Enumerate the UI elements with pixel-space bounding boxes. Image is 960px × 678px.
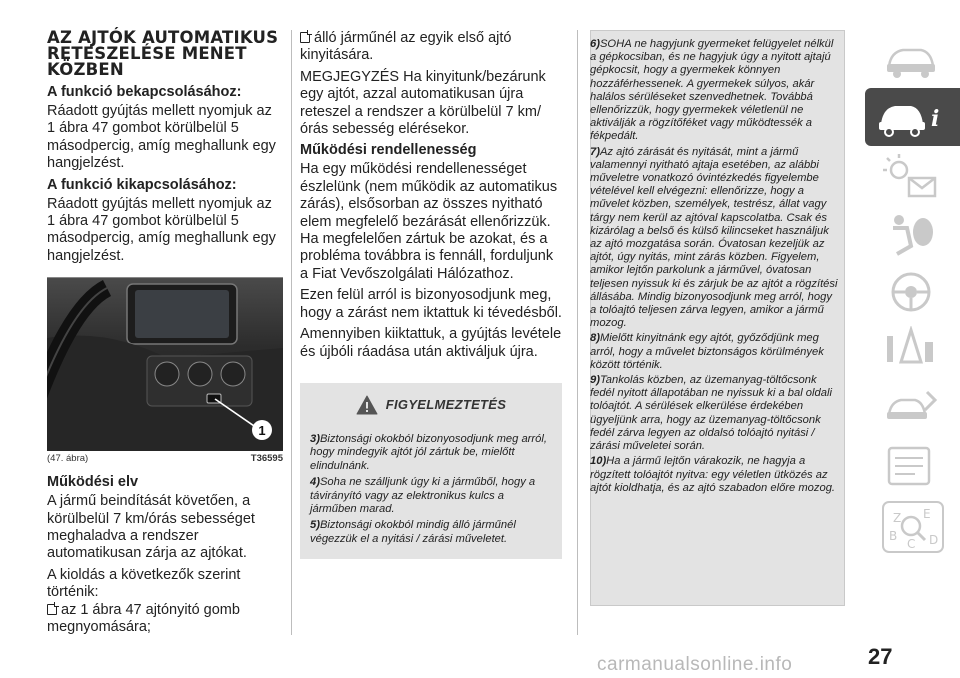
- principle-text: A jármű beindítását követően, a körülbelül 7 km/órás sebességet meghaladva a rendszer automatikusan zárja az ajtókat.: [47, 493, 255, 562]
- warning-lights-icon: [881, 152, 941, 202]
- figure-caption: [47, 453, 283, 464]
- figure-caption-left: (47. ábra): [47, 453, 89, 465]
- chapter-sidebar: [855, 30, 960, 552]
- warning-item: 6)SOHA ne hagyjunk gyermeket felügyelet nélkül a gépkocsiban, és ne hagyjuk úgy a nyitott ajtajú gépkocsit, hogy a gyermekek könnyen hozzáférhessenek. A gyermekek súlyos, akár halálos sérüléseket szenvedhetnek. Továbbá ellenőrizzük, hogy gyermekek véletlenül ne aktiválják a rögzítőféket vagy működtessék a fékpedált.: [590, 38, 834, 143]
- note-text: MEGJEGYZÉS Ha kinyitunk/bezárunk egy ajtót, azzal automatikusan újra reteszel a rendszer a körülbelül 7 km/órás sebesség elérésekor.: [300, 68, 546, 138]
- unlock-item: az 1 ábra 47 ajtónyitó gomb megnyomására;: [47, 601, 240, 636]
- unlock-intro: A kioldás a következők szerint történik:: [47, 566, 241, 601]
- section-title: AZ AJTÓK AUTOMATIKUS RETESZELÉSE MENET KÖZBEN: [47, 28, 279, 79]
- figure-callout-label: 1: [252, 420, 272, 440]
- column-1: [47, 30, 283, 641]
- steering-wheel-icon: [881, 268, 941, 318]
- column-2: [300, 30, 562, 559]
- dashboard-illustration: [47, 278, 283, 451]
- chapter-tab-starting-driving[interactable]: [871, 262, 951, 320]
- warning-item: 10)Ha a jármű lejtőn várakozik, ne hagyja a rögzített tolóajtót nyitva: egy véletlen ütközés az ajtót kioldhatja, és az ajtó szabadon előre mozog.: [590, 455, 836, 494]
- column-divider: [577, 30, 578, 635]
- warning-item: 7)Az ajtó zárását és nyitását, mint a jármű valamennyi nyitható ajtaja esetében, az alábbi műveletre vonatkozó óvintézkedés figyelembe vételével kell elvégezni: ellenőrizze, hogy a művelet közben, személyek, testrész, állat vagy tárgy nem kerül az ajtóval kapscolatba. Csak és kizárólag a belső és külső kilincseket használjuk az ajtó mozgatása során. Óvatosan kezeljük az ajtót, úgy nyitás, mint zárás közben. Figyelem, amikor lejtőn parkolunk a járművel, óvatosan teljesen nyissuk ki és zárjuk be az ajtót a rögzítési állásába. Mindig bizonyosodjunk meg arról, hogy a tolóajtó teljesen zárva legyen, amikor a jármű mozog.: [590, 145, 838, 330]
- column-3: [590, 38, 840, 497]
- enable-text: Ráadott gyújtás mellett nyomjuk az 1 ábra 47 gombot körülbelül 5 másodpercig, amíg meghallunk egy hangjelzést.: [47, 103, 276, 172]
- emergency-tools-icon: [881, 326, 941, 376]
- technical-data-icon: [881, 442, 941, 492]
- enable-heading: A funkció bekapcsolásához:: [47, 84, 242, 100]
- chapter-tab-index[interactable]: [871, 494, 951, 552]
- svg-text:i: i: [931, 106, 940, 132]
- list-bullet-icon: [47, 604, 57, 615]
- warning-box: [300, 383, 562, 559]
- disable-text: Ráadott gyújtás mellett nyomjuk az 1 ábra 47 gombot körülbelül 5 másodpercig, amíg meghallunk egy hangjelzést.: [47, 195, 276, 264]
- car-overview-icon: [881, 36, 941, 82]
- fault-heading: Működési rendellenesség: [300, 142, 477, 159]
- chapter-tab-technical-data[interactable]: [871, 436, 951, 494]
- airbag-safety-icon: [881, 210, 941, 260]
- car-info-icon: [875, 94, 945, 140]
- chapter-tab-safety[interactable]: [871, 204, 951, 262]
- chapter-tab-knowing-vehicle[interactable]: [865, 88, 960, 146]
- chapter-tab-maintenance[interactable]: [871, 378, 951, 436]
- warning-item: 9)Tankolás közben, az üzemanyag-töltőcsonk fedél nyitott állapotában ne nyissuk ki a bal oldali tolóajtót. A sérülések elkerülése érdekében ügyeljünk arra, hogy az üzemanyag-töltőcsonk fedél zárva legyen az oldalsó tolóajtó nyitási / zárási műveletei során.: [590, 374, 832, 453]
- unlock-item: álló járműnél az egyik első ajtó kinyitására.: [300, 30, 512, 64]
- page-number: 27: [868, 644, 893, 669]
- chapter-tab-vehicle-overview[interactable]: [871, 30, 951, 88]
- dashboard-figure: [47, 277, 283, 451]
- chapter-tab-emergency[interactable]: [871, 320, 951, 378]
- column-divider: [291, 30, 292, 635]
- release-text: Ezen felül arról is bizonyosodjunk meg, hogy a zárást nem iktattuk ki tévedésből.: [300, 287, 562, 321]
- warning-item: 5)Biztonsági okokból mindig álló járműnél végezzük el a nyitási / zárási műveletet.: [310, 519, 516, 545]
- svg-text:C: C: [907, 537, 916, 551]
- warning-item: 4)Soha ne szálljunk úgy ki a járműből, hogy a távirányító vagy az elektronikus kulcs a járműben marad.: [310, 476, 536, 515]
- warning-title: FIGYELMEZTETÉS: [385, 397, 507, 413]
- warning-triangle-icon: [356, 395, 378, 415]
- principle-heading: Működési elv: [47, 474, 139, 491]
- watermark-text: carmanualsonline.info: [597, 654, 793, 675]
- warning-item: 3)Biztonsági okokból bizonyosodjunk meg arról, hogy mindegyik ajtót jól zártuk be, mielőtt elindulnánk.: [310, 432, 547, 472]
- svg-text:Z: Z: [893, 511, 902, 525]
- disable-heading: A funkció kikapcsolásához:: [47, 176, 237, 193]
- reactivate-text: Amennyiben kiiktattuk, a gyújtás levétele és újbóli ráadása után aktiváljuk újra.: [300, 326, 562, 360]
- warning-header: [310, 395, 552, 415]
- fault-text: Ha egy működési rendellenességet észlelünk (nem működik az automatikus zárás), elsősorban az összes nyitható elem megfelelő bezárását ellenőrizzük. Ha megfelelően zártuk be azokat, és a probléma továbbra is fennáll, forduljunk a Fiat Vevőszolgálati Hálózathoz.: [300, 161, 558, 282]
- car-maintenance-icon: [881, 384, 941, 434]
- warning-item: 8)Mielőtt kinyitnánk egy ajtót, győződjünk meg arról, hogy a művelet biztonságos körülmények között történik.: [590, 332, 824, 371]
- list-bullet-icon: [300, 32, 310, 43]
- svg-text:E: E: [923, 507, 931, 521]
- svg-text:B: B: [889, 529, 898, 543]
- chapter-tab-warning-lights[interactable]: [871, 146, 951, 204]
- alphabetical-index-icon: [881, 500, 951, 556]
- figure-code: T36595: [250, 453, 283, 465]
- svg-text:D: D: [929, 533, 939, 547]
